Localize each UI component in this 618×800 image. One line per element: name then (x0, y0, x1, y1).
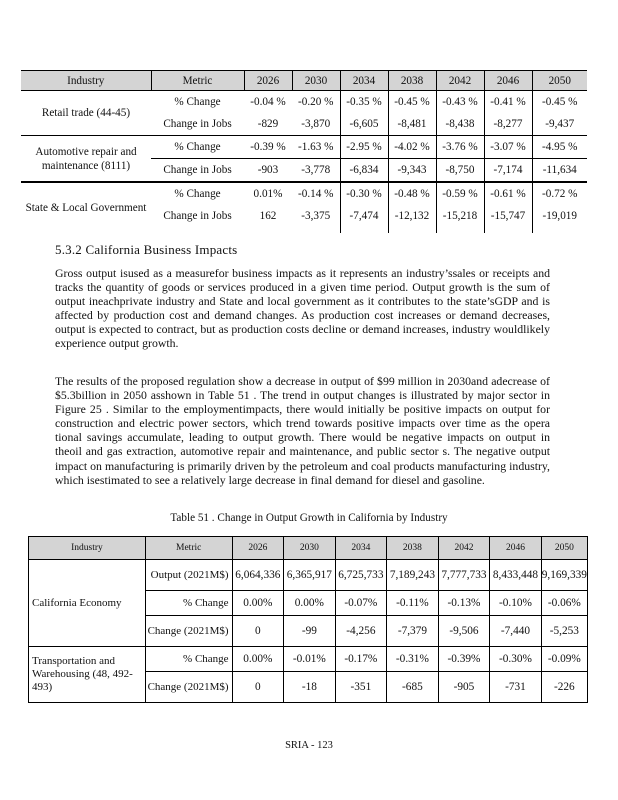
value-cell: 0.00% (284, 591, 336, 616)
value-cell: -0.35 % (340, 91, 388, 114)
value-cell: -6,834 (340, 159, 388, 183)
value-cell: 6,064,336 (232, 560, 284, 591)
value-cell: -3.76 % (436, 136, 484, 159)
table-row (21, 91, 587, 114)
value-cell: 0.01% (244, 182, 292, 205)
value-cell: -0.14 % (292, 182, 340, 205)
value-cell: -18 (284, 672, 336, 703)
metric-cell: Change (2021M$) (145, 616, 232, 647)
metric-cell: Change in Jobs (163, 210, 232, 222)
value-cell: -0.01% (284, 647, 336, 672)
value-cell: -7,379 (387, 616, 439, 647)
industry-cell: State & Local Government (21, 182, 151, 233)
table1-header-row (21, 71, 587, 91)
table2-header: Industry (29, 537, 146, 560)
value-cell: -0.61 % (484, 182, 532, 205)
value-cell: -9,437 (532, 113, 587, 136)
value-cell: 162 (259, 210, 277, 222)
value-cell: 0.00% (232, 647, 284, 672)
value-cell: -3,375 (301, 210, 331, 222)
table1-header: Metric (151, 71, 244, 91)
table1-header: 2030 (292, 71, 340, 91)
metric-cell: % Change (151, 182, 244, 205)
table2-header: 2042 (438, 537, 490, 560)
value-cell: -0.09% (541, 647, 587, 672)
table2-header: 2026 (232, 537, 284, 560)
table-caption: Table 51 . Change in Output Growth in California by Industry (170, 512, 448, 524)
value-cell: -9,506 (438, 616, 490, 647)
value-cell: -0.06% (541, 591, 587, 616)
table1-header: 2050 (532, 71, 587, 91)
value-cell: -11,634 (532, 159, 587, 183)
value-cell: -0.72 % (532, 182, 587, 205)
value-cell: 6,365,917 (284, 560, 336, 591)
value-cell: -0.07% (335, 591, 387, 616)
value-cell: -0.04 % (250, 96, 286, 108)
value-cell: -0.39 % (244, 136, 292, 159)
value-cell: -8,277 (484, 113, 532, 136)
value-cell: -829 (257, 118, 279, 130)
value-cell: -731 (490, 672, 542, 703)
page-number: SRIA - 123 (285, 740, 333, 751)
table1-header: 2034 (340, 71, 388, 91)
value-cell: -0.59 % (436, 182, 484, 205)
value-cell: 0 (232, 616, 284, 647)
value-cell: 0 (232, 672, 284, 703)
metric-cell: Output (2021M$) (145, 560, 232, 591)
table-row (29, 560, 588, 591)
section-heading: 5.3.2 California Business Impacts (55, 242, 238, 257)
value-cell: -0.20 % (298, 96, 334, 108)
value-cell: 9,169,339 (541, 560, 587, 591)
table-row (21, 182, 587, 205)
table1-header: 2042 (436, 71, 484, 91)
value-cell: -4,256 (335, 616, 387, 647)
value-cell: -7,474 (340, 205, 388, 233)
value-cell: -0.41 % (484, 91, 532, 114)
table-row (29, 647, 588, 672)
value-cell: -0.31% (387, 647, 439, 672)
value-cell: -0.45 % (532, 91, 587, 114)
value-cell: 0.00% (232, 591, 284, 616)
industry-cell: Transportation and Warehousing (48, 492-493) (29, 647, 146, 703)
table2-header: 2034 (335, 537, 387, 560)
value-cell: -8,750 (436, 159, 484, 183)
value-cell: -0.43 % (436, 91, 484, 114)
table1-header: Industry (21, 71, 151, 91)
metric-cell: % Change (174, 96, 221, 108)
value-cell: -7,440 (490, 616, 542, 647)
metric-cell: Change in Jobs (151, 159, 244, 183)
value-cell: -5,253 (541, 616, 587, 647)
output-growth-table (28, 536, 588, 703)
metric-cell: Change in Jobs (163, 118, 232, 130)
table1-header: 2046 (484, 71, 532, 91)
value-cell: -19,019 (532, 205, 587, 233)
table2-header: Metric (145, 537, 232, 560)
value-cell: -0.10% (490, 591, 542, 616)
table1-header: 2026 (244, 71, 292, 91)
industry-cell: Retail trade (44-45) (41, 107, 131, 119)
metric-cell: Change (2021M$) (145, 672, 232, 703)
value-cell: -0.30% (490, 647, 542, 672)
value-cell: -4.02 % (388, 136, 436, 159)
value-cell: -0.30 % (340, 182, 388, 205)
value-cell: -9,343 (388, 159, 436, 183)
value-cell: -8,481 (388, 113, 436, 136)
value-cell: -4.95 % (532, 136, 587, 159)
value-cell: -3.07 % (484, 136, 532, 159)
value-cell: -6,605 (340, 113, 388, 136)
value-cell: -905 (438, 672, 490, 703)
value-cell: -0.13% (438, 591, 490, 616)
table1-header: 2038 (388, 71, 436, 91)
value-cell: -226 (541, 672, 587, 703)
paragraph-2: The results of the proposed regulation show a decrease in output of $99 million in 2030and adecrease of $5.3billion in 2050 asshown in Table 51 . The trend in output changes is illustrated by major sector in Figure 25 . Similar to the employmentimpacts, there would initially be positive impacts on output for construction and electric power sectors, which trend towards positive impacts over time as the opera tional savings accumulate, leading to output growth. There would be negative impacts on output in theoil and gas extraction, automotive repair and maintenance, and public sector s. The negative output impact on manufacturing is primarily driven by the petroleum and coal products manufacturing industry, which isestimated to see a relatively large decrease in final demand for diesel and gasoline. (55, 374, 550, 487)
value-cell: -0.39% (438, 647, 490, 672)
value-cell: -0.45 % (388, 91, 436, 114)
table2-header: 2046 (490, 537, 542, 560)
metric-cell: % Change (145, 591, 232, 616)
value-cell: -351 (335, 672, 387, 703)
table2-header-row (29, 537, 588, 560)
table2-header: 2050 (541, 537, 587, 560)
table-row (21, 136, 587, 159)
value-cell: 7,189,243 (387, 560, 439, 591)
table2-header: 2030 (284, 537, 336, 560)
value-cell: -0.11% (387, 591, 439, 616)
industry-cell: California Economy (29, 560, 146, 647)
table2-header: 2038 (387, 537, 439, 560)
value-cell: -0.17% (335, 647, 387, 672)
metric-cell: % Change (151, 136, 244, 159)
paragraph-1: Gross output isused as a measurefor business impacts as it represents an industry’ssales or receipts and tracks the quantity of goods or services produced in a given time period. Output growth is the sum of output ineachprivate industry and State and local government as it contributes to the state’sGDP and is affected by production cost and demand changes. As production cost increases or demand decreases, output is expected to contract, but as production costs decline or demand increases, industry wouldlikely experience output growth. (55, 266, 550, 351)
value-cell: -0.48 % (388, 182, 436, 205)
value-cell: -3,778 (292, 159, 340, 183)
value-cell: 6,725,733 (335, 560, 387, 591)
value-cell: -685 (387, 672, 439, 703)
value-cell: -15,747 (484, 205, 532, 233)
value-cell: -3,870 (301, 118, 331, 130)
metric-cell: % Change (145, 647, 232, 672)
employment-impacts-table (21, 70, 587, 233)
value-cell: -8,438 (436, 113, 484, 136)
value-cell: 7,777,733 (438, 560, 490, 591)
industry-cell: Automotive repair and maintenance (8111) (21, 136, 151, 183)
value-cell: -903 (244, 159, 292, 183)
value-cell: -7,174 (484, 159, 532, 183)
value-cell: 8,433,448 (490, 560, 542, 591)
value-cell: -1.63 % (292, 136, 340, 159)
value-cell: -15,218 (436, 205, 484, 233)
value-cell: -12,132 (388, 205, 436, 233)
value-cell: -2.95 % (340, 136, 388, 159)
value-cell: -99 (284, 616, 336, 647)
